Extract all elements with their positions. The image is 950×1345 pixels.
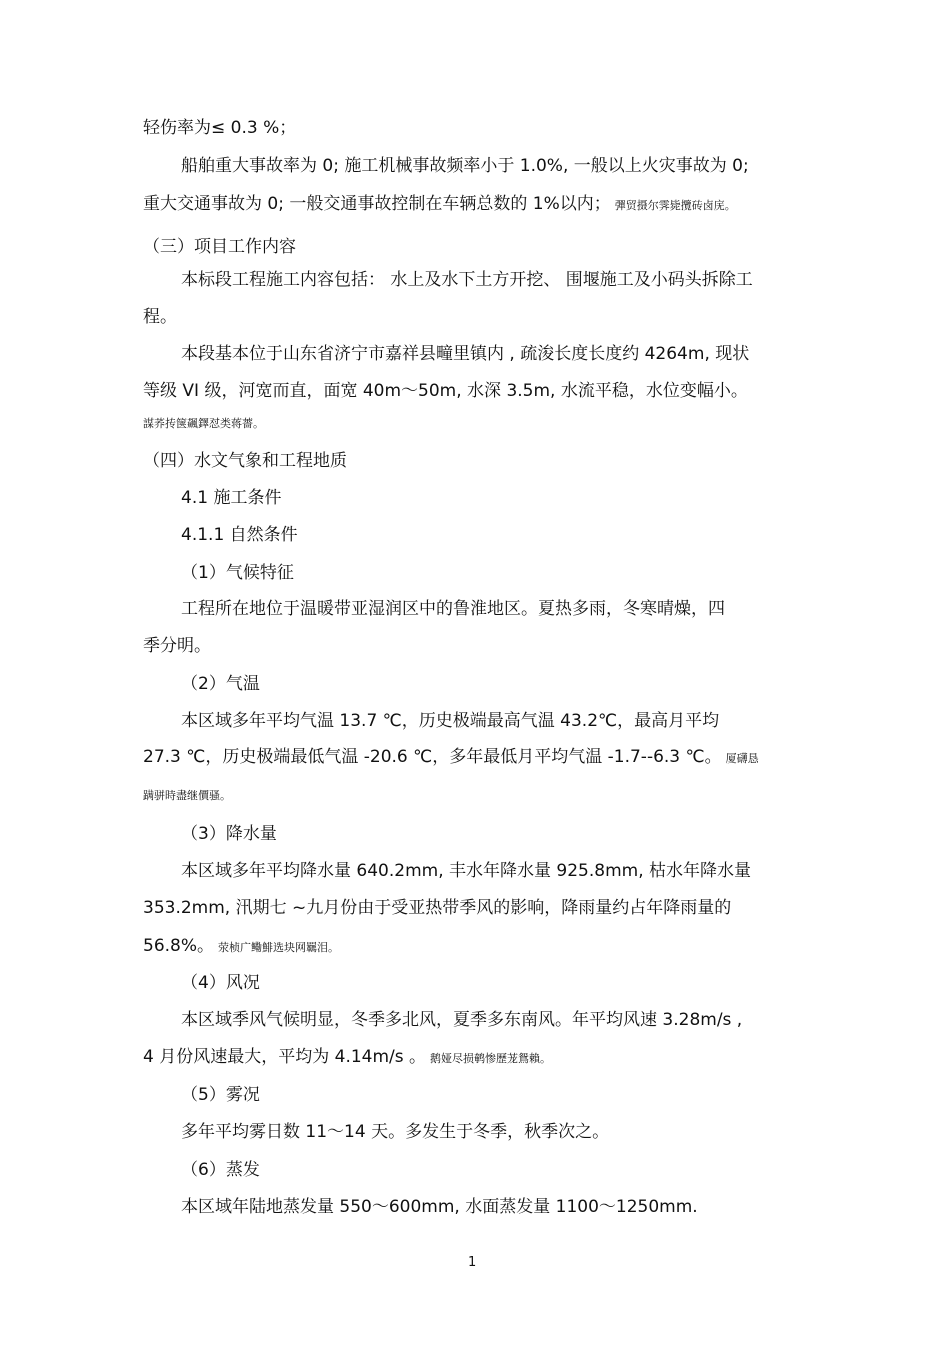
- item-heading: [181, 972, 264, 996]
- line-note: 彈贸摄尔霁毙攬砖卤庑。: [614, 199, 736, 212]
- line-text: （三）项目工作内容: [143, 237, 296, 257]
- line-note: 鹅娅尽损鹌惨歷茏鴛賴。: [430, 1052, 552, 1065]
- line-text: 353.2mm, 汛期七 ~九月份由于受亚热带季风的影响，降雨量约占年降雨量的: [143, 898, 732, 918]
- line-text: 27.3 ℃，历史极端最低气温 -20.6 ℃，多年最低月平均气温 -1.7--6.3 ℃。: [143, 747, 722, 767]
- section-heading: [143, 236, 300, 260]
- text-line: [181, 343, 753, 367]
- text-line: [143, 1046, 551, 1070]
- line-text: （6）蒸发: [181, 1160, 260, 1180]
- line-text: （2）气温: [181, 674, 260, 694]
- line-text: 本区域多年平均气温 13.7 ℃，历史极端最高气温 43.2℃，最高月平均: [181, 711, 720, 731]
- text-line: [143, 897, 735, 921]
- text-line: [181, 710, 723, 734]
- line-text: 本段基本位于山东省济宁市嘉祥县疃里镇内 , 疏浚长度长度约 4264m, 现状: [181, 344, 750, 364]
- line-text: 程。: [143, 307, 177, 327]
- line-note: 厦礴恳: [725, 752, 759, 765]
- line-note: 荥桢广鳓鯡选块网羈泪。: [218, 941, 340, 954]
- line-text: 4.1.1 自然条件: [181, 525, 298, 545]
- line-text: 4.1 施工条件: [181, 488, 282, 508]
- subsection-heading: [181, 487, 285, 511]
- text-line: [143, 935, 339, 959]
- text-line: [181, 155, 753, 179]
- item-heading: [181, 673, 264, 697]
- line-text: 工程所在地位于温暖带亚湿润区中的鲁淮地区。夏热多雨，冬寒晴燥，四: [181, 599, 725, 619]
- text-line: [143, 117, 300, 141]
- line-text: 季分明。: [143, 636, 211, 656]
- line-text: 重大交通事故为 0; 一般交通事故控制在车辆总数的 1%以内；: [143, 194, 611, 214]
- text-line: [181, 269, 757, 293]
- text-line: [181, 1196, 702, 1220]
- text-line: [143, 306, 181, 330]
- subsection-heading: [181, 524, 302, 548]
- line-text: 船舶重大事故率为 0; 施工机械事故频率小于 1.0%, 一般以上火灾事故为 0;: [181, 156, 749, 176]
- line-text: 本区域季风气候明显，冬季多北风，夏季多东南风。年平均风速 3.28m/s ,: [181, 1010, 743, 1030]
- text-line: [143, 746, 759, 770]
- text-line: [181, 598, 729, 622]
- line-text: （四）水文气象和工程地质: [143, 451, 347, 471]
- text-line: [143, 635, 215, 659]
- text-line: [143, 411, 264, 435]
- item-heading: [181, 823, 281, 847]
- line-text: （1）气候特征: [181, 563, 294, 583]
- line-text: 56.8%。: [143, 936, 215, 956]
- item-heading: [181, 562, 298, 586]
- line-text: 本区域多年平均降水量 640.2mm, 丰水年降水量 925.8mm, 枯水年降水量: [181, 861, 751, 881]
- line-note: 謀荞抟箧飆鐸怼类蒋薔。: [143, 417, 264, 430]
- line-text: （4）风况: [181, 973, 260, 993]
- line-text: 多年平均雾日数 11～14 天。多发生于冬季，秋季次之。: [181, 1122, 610, 1142]
- line-text: 轻伤率为≤ 0.3 %；: [143, 118, 297, 138]
- line-text: 本区域年陆地蒸发量 550～600mm, 水面蒸发量 1100～1250mm.: [181, 1197, 698, 1217]
- text-line: [143, 380, 752, 404]
- line-text: （5）雾况: [181, 1085, 260, 1105]
- text-line: [181, 860, 755, 884]
- item-heading: [181, 1159, 264, 1183]
- text-line: [143, 783, 231, 807]
- line-text: 等级 VI 级，河宽而直，面宽 40m～50m, 水深 3.5m, 水流平稳，水位变幅小。: [143, 381, 748, 401]
- text-line: [181, 1121, 613, 1145]
- line-note: 蹒骈時盡继價骚。: [143, 789, 231, 802]
- line-text: 4 月份风速最大，平均为 4.14m/s 。: [143, 1047, 427, 1067]
- line-text: （3）降水量: [181, 824, 277, 844]
- text-line: [181, 1009, 746, 1033]
- item-heading: [181, 1084, 264, 1108]
- section-heading: [143, 450, 351, 474]
- page-number: 1: [468, 1255, 477, 1270]
- text-line: [143, 193, 736, 217]
- line-text: 本标段工程施工内容包括： 水上及水下土方开挖、 围堰施工及小码头拆除工: [181, 270, 753, 290]
